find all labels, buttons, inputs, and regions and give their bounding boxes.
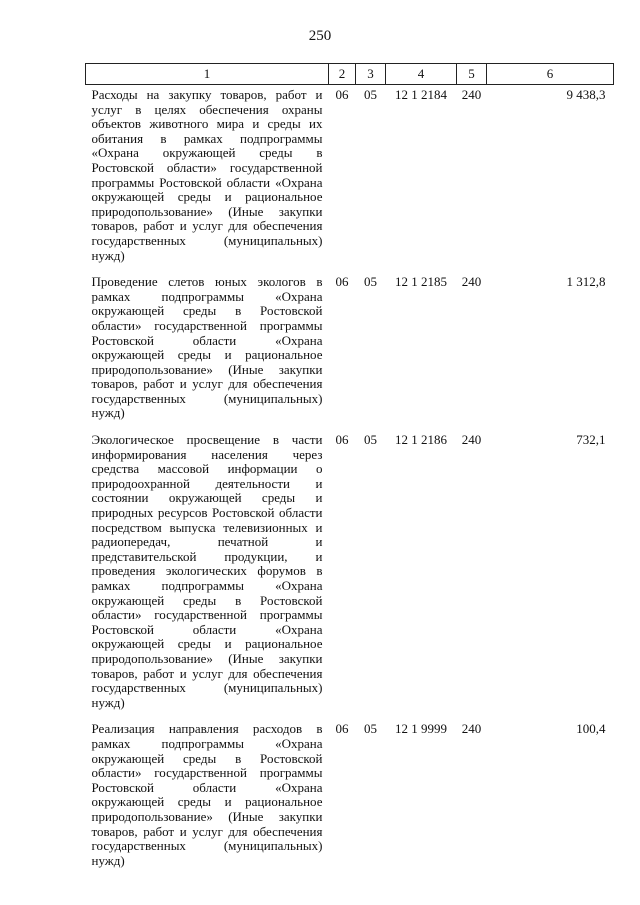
row-expense-type: 240 bbox=[461, 87, 482, 102]
row-expense-type: 240 bbox=[461, 721, 482, 737]
table-row bbox=[86, 719, 614, 877]
row-section: 06 bbox=[335, 721, 349, 737]
row-description: Реализация направления расходов в рамках подпрограммы «Охрана окружающей среды в Ростовской области» государственной программы Ростовской области «Охрана окружающей среды и рациональное природопользование» (Иные закупки товаров, работ и услуг для обеспечения государственных (муниципальных) нужд) bbox=[91, 721, 323, 868]
table-header bbox=[86, 64, 614, 85]
row-amount: 100,4 bbox=[576, 721, 606, 737]
row-target-code: 12 1 2184 bbox=[395, 87, 447, 102]
table-row bbox=[86, 85, 614, 273]
row-target-code: 12 1 2186 bbox=[395, 432, 447, 448]
table-body bbox=[86, 85, 614, 878]
page-number: 250 bbox=[308, 28, 332, 44]
row-amount: 1 312,8 bbox=[566, 274, 606, 290]
budget-table bbox=[85, 63, 614, 877]
column-header-5: 5 bbox=[457, 64, 487, 85]
row-section: 06 bbox=[335, 432, 349, 448]
row-expense-type: 240 bbox=[461, 432, 482, 448]
column-header-2: 2 bbox=[329, 64, 356, 85]
row-amount: 732,1 bbox=[576, 432, 606, 448]
row-subsection: 05 bbox=[364, 721, 377, 737]
row-description: Экологическое просвещение в части информирования населения через средства массовой информации о природоохранной деятельности и состоянии окружающей среды и природных ресурсов Ростовской области посредством выпуска телевизионных и радиопередач, печатной и представительской продукции, и проведения экологических форумов в рамках подпрограммы «Охрана окружающей среды в Ростовской области» государственной программы Ростовской области «Охрана окружающей среды и рациональное природопользование» (Иные закупки товаров, работ и услуг для обеспечения государственных (муниципальных) нужд) bbox=[91, 432, 323, 710]
column-header-6: 6 bbox=[487, 64, 614, 85]
row-target-code: 12 1 2185 bbox=[395, 274, 447, 290]
row-amount: 9 438,3 bbox=[566, 87, 606, 102]
row-target-code: 12 1 9999 bbox=[395, 721, 447, 737]
row-subsection: 05 bbox=[364, 87, 377, 102]
row-subsection: 05 bbox=[364, 274, 377, 290]
row-description: Проведение слетов юных экологов в рамках подпрограммы «Охрана окружающей среды в Ростовской области» государственной программы Ростовской области «Охрана окружающей среды и рациональное природопользование» (Иные закупки товаров, работ и услуг для обеспечения государственных (муниципальных) нужд) bbox=[91, 274, 323, 421]
column-header-1: 1 bbox=[86, 64, 329, 85]
row-section: 06 bbox=[335, 87, 349, 102]
row-expense-type: 240 bbox=[461, 274, 482, 290]
table-row bbox=[86, 430, 614, 719]
column-header-4: 4 bbox=[386, 64, 457, 85]
header-row bbox=[86, 64, 614, 85]
row-description: Расходы на закупку товаров, работ и услуг в целях обеспечения охраны объектов животного мира и среды их обитания в рамках подпрограммы «Охрана окружающей среды в Ростовской области» государственной программы Ростовской области «Охрана окружающей среды и рациональное природопользование» (Иные закупки товаров, работ и услуг для обеспечения государственных (муниципальных) нужд) bbox=[91, 87, 323, 263]
row-section: 06 bbox=[335, 274, 349, 290]
table-row bbox=[86, 272, 614, 430]
row-subsection: 05 bbox=[364, 432, 377, 448]
column-header-3: 3 bbox=[356, 64, 386, 85]
